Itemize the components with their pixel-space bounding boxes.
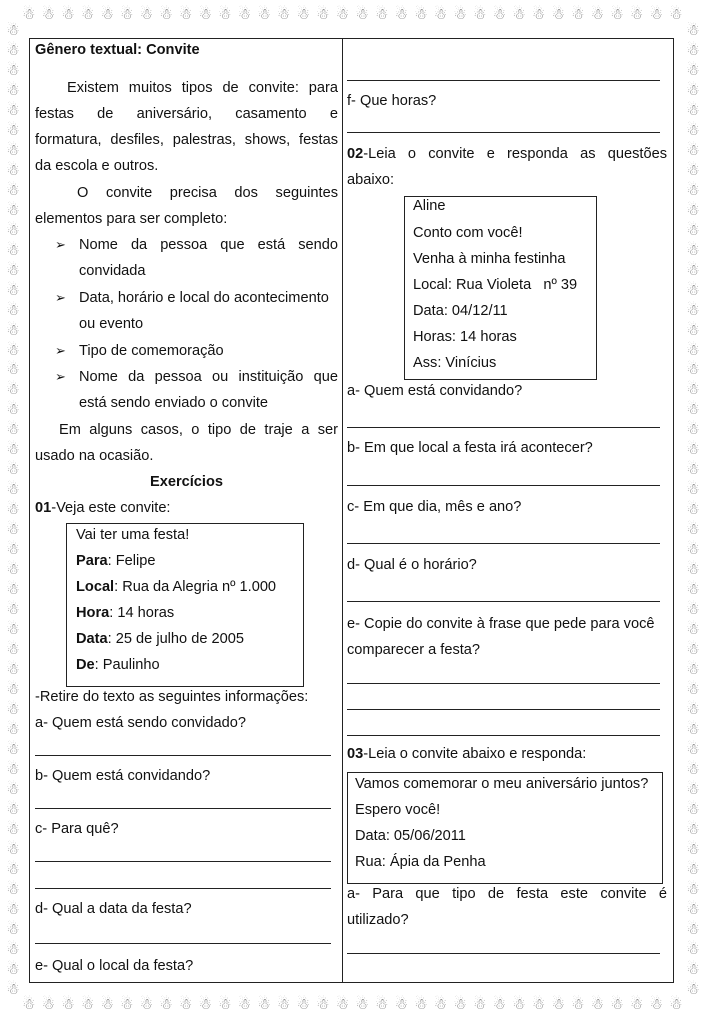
answer-line[interactable] <box>347 543 660 544</box>
snowman-border-icon: ☃ <box>512 995 526 1013</box>
snowman-border-icon: ☃ <box>178 995 193 1013</box>
snowman-border-icon: ☃ <box>61 5 75 23</box>
snowman-border-icon: ☃ <box>6 200 20 219</box>
snowman-border-icon: ☃ <box>41 995 56 1013</box>
right-border <box>684 22 702 997</box>
answer-line[interactable] <box>347 953 660 954</box>
intro-line-4: da escola e outros. <box>35 158 159 174</box>
snowman-border-icon: ☃ <box>6 899 20 918</box>
invite1-value: : Felipe <box>107 553 156 569</box>
invite1-headline: Vai ter uma festa! <box>76 527 190 543</box>
snowman-border-icon: ☃ <box>257 5 271 23</box>
snowman-border-icon: ☃ <box>296 5 310 23</box>
invite1-value: : Paulinho <box>94 657 160 673</box>
intro-line-1: Existem muitos tipos de convite: para <box>67 80 338 96</box>
bullet-1-line-2: convidada <box>79 263 146 279</box>
snowman-border-icon: ☃ <box>6 420 20 439</box>
snowman-border-icon: ☃ <box>686 620 700 639</box>
snowman-border-icon: ☃ <box>686 879 700 898</box>
snowman-border-icon: ☃ <box>237 995 252 1013</box>
answer-line[interactable] <box>347 80 660 81</box>
snowman-border-icon: ☃ <box>41 5 56 23</box>
snowman-border-icon: ☃ <box>433 5 448 23</box>
snowman-border-icon: ☃ <box>686 779 700 798</box>
snowman-border-icon: ☃ <box>6 580 20 599</box>
snowman-border-icon: ☃ <box>686 220 700 239</box>
snowman-border-icon: ☃ <box>80 995 95 1013</box>
snowman-border-icon: ☃ <box>6 480 20 499</box>
question-02-line-1 <box>347 141 667 167</box>
snowman-border-icon: ☃ <box>6 240 20 259</box>
snowman-border-icon: ☃ <box>571 5 585 23</box>
question-01 <box>35 495 171 521</box>
snowman-border-icon: ☃ <box>6 839 20 858</box>
arrow-bullet-icon: ➢ <box>55 343 66 358</box>
invite2-line: Venha à minha festinha <box>413 251 566 267</box>
snowman-border-icon: ☃ <box>649 5 663 23</box>
traje-line-2: usado na ocasião. <box>35 448 154 464</box>
snowman-border-icon: ☃ <box>6 160 20 179</box>
snowman-border-icon: ☃ <box>686 300 700 319</box>
snowman-border-icon: ☃ <box>686 580 700 599</box>
snowman-border-icon: ☃ <box>610 5 624 23</box>
snowman-border-icon: ☃ <box>610 995 624 1013</box>
snowman-border-icon: ☃ <box>198 995 212 1013</box>
snowman-border-icon: ☃ <box>296 995 310 1013</box>
snowman-border-icon: ☃ <box>6 520 20 539</box>
snowman-border-icon: ☃ <box>6 560 20 579</box>
snowman-border-icon: ☃ <box>100 5 114 23</box>
snowman-border-icon: ☃ <box>80 5 95 23</box>
question-2a: a- Quem está convidando? <box>347 383 523 399</box>
invite1-value: : 14 horas <box>109 605 175 621</box>
invite3-line: Rua: Ápia da Penha <box>355 854 486 870</box>
snowman-border-icon: ☃ <box>531 995 546 1013</box>
snowman-border-icon: ☃ <box>433 995 448 1013</box>
snowman-border-icon: ☃ <box>686 80 700 99</box>
snowman-border-icon: ☃ <box>6 360 20 379</box>
snowman-border-icon: ☃ <box>686 560 700 579</box>
snowman-border-icon: ☃ <box>6 120 20 139</box>
question-01-text: -Veja este convite: <box>51 500 171 516</box>
snowman-border-icon: ☃ <box>178 5 193 23</box>
snowman-border-icon: ☃ <box>6 719 20 738</box>
snowman-border-icon: ☃ <box>686 320 700 339</box>
snowman-border-icon: ☃ <box>6 660 20 678</box>
question-1c: c- Para quê? <box>35 821 119 837</box>
snowman-border-icon: ☃ <box>6 640 20 659</box>
question-3a-line-1: a- Para que tipo de festa este convite é <box>347 886 667 902</box>
invite2-line: Conto com você! <box>413 225 523 241</box>
invite1-row-de <box>76 652 160 678</box>
snowman-border-icon: ☃ <box>590 995 605 1013</box>
intro-line-2: festas de aniversário, casamento e <box>35 106 338 122</box>
snowman-border-icon: ☃ <box>686 739 700 758</box>
snowman-border-icon: ☃ <box>686 939 700 958</box>
left-border <box>4 22 22 997</box>
snowman-border-icon: ☃ <box>686 799 700 818</box>
snowman-border-icon: ☃ <box>686 819 700 838</box>
snowman-border-icon: ☃ <box>649 995 663 1013</box>
snowman-border-icon: ☃ <box>6 340 20 359</box>
snowman-border-icon: ☃ <box>686 640 700 659</box>
snowman-border-icon: ☃ <box>686 22 700 39</box>
snowman-border-icon: ☃ <box>120 995 134 1013</box>
bottom-border <box>22 995 683 1013</box>
bullet-1-line-1: Nome da pessoa que está sendo <box>79 237 338 253</box>
snowman-border-icon: ☃ <box>686 260 700 279</box>
question-02-number: 02 <box>347 146 364 162</box>
snowman-border-icon: ☃ <box>6 460 20 479</box>
snowman-border-icon: ☃ <box>551 995 565 1013</box>
snowman-border-icon: ☃ <box>6 919 20 938</box>
snowman-border-icon: ☃ <box>6 280 20 299</box>
snowman-border-icon: ☃ <box>453 5 467 23</box>
answer-line[interactable] <box>347 709 660 710</box>
snowman-border-icon: ☃ <box>686 699 700 718</box>
snowman-border-icon: ☃ <box>6 80 20 99</box>
snowman-border-icon: ☃ <box>394 5 409 23</box>
snowman-border-icon: ☃ <box>686 340 700 359</box>
snowman-border-icon: ☃ <box>686 679 700 698</box>
snowman-border-icon: ☃ <box>686 919 700 938</box>
snowman-border-icon: ☃ <box>159 5 173 23</box>
snowman-border-icon: ☃ <box>6 220 20 239</box>
snowman-border-icon: ☃ <box>669 995 683 1013</box>
snowman-border-icon: ☃ <box>6 979 20 997</box>
invite3-line: Data: 05/06/2011 <box>355 828 466 844</box>
snowman-border-icon: ☃ <box>22 5 36 23</box>
snowman-border-icon: ☃ <box>335 995 350 1013</box>
snowman-border-icon: ☃ <box>100 995 114 1013</box>
snowman-border-icon: ☃ <box>139 5 154 23</box>
question-02-text: -Leia o convite e responda as questões <box>363 146 667 162</box>
snowman-border-icon: ☃ <box>6 380 20 399</box>
question-1a: a- Quem está sendo convidado? <box>35 715 246 731</box>
invite1-row-hora <box>76 600 174 626</box>
snowman-border-icon: ☃ <box>531 5 546 23</box>
snowman-border-icon: ☃ <box>374 995 389 1013</box>
snowman-border-icon: ☃ <box>6 400 20 419</box>
retire-instruction: -Retire do texto as seguintes informações: <box>35 689 309 705</box>
snowman-border-icon: ☃ <box>473 5 487 23</box>
invite2-line: Aline <box>413 198 446 214</box>
snowman-border-icon: ☃ <box>686 160 700 179</box>
snowman-border-icon: ☃ <box>276 995 291 1013</box>
snowman-border-icon: ☃ <box>6 819 20 838</box>
snowman-border-icon: ☃ <box>492 995 507 1013</box>
snowman-border-icon: ☃ <box>512 5 526 23</box>
snowman-border-icon: ☃ <box>374 5 389 23</box>
snowman-border-icon: ☃ <box>686 140 700 159</box>
snowman-border-icon: ☃ <box>6 140 20 159</box>
snowman-border-icon: ☃ <box>453 995 467 1013</box>
snowman-border-icon: ☃ <box>669 5 683 23</box>
snowman-border-icon: ☃ <box>61 995 75 1013</box>
question-02-line-2: abaixo: <box>347 172 395 188</box>
bullet-4-line-2: está sendo enviado o convite <box>79 395 269 411</box>
answer-line[interactable] <box>35 861 331 862</box>
invite2-line: Data: 04/12/11 <box>413 303 508 319</box>
answer-line[interactable] <box>35 808 331 809</box>
invite1-value: : 25 de julho de 2005 <box>107 631 244 647</box>
invite3-line: Vamos comemorar o meu aniversário juntos? <box>355 776 649 792</box>
question-3a-line-2: utilizado? <box>347 912 409 928</box>
question-03-number: 03 <box>347 746 364 762</box>
intro-line-3: formatura, desfiles, palestras, shows, festas <box>35 132 338 148</box>
snowman-border-icon: ☃ <box>686 100 700 119</box>
bullet-4-line-1: Nome da pessoa ou instituição que <box>79 369 338 385</box>
snowman-border-icon: ☃ <box>551 5 565 23</box>
bullet-2-line-1: Data, horário e local do acontecimento <box>79 290 329 306</box>
arrow-bullet-icon: ➢ <box>55 290 66 305</box>
question-01-number: 01 <box>35 500 52 516</box>
invite1-label: Para <box>76 553 108 569</box>
invite2-line: Local: Rua Violeta nº 39 <box>413 277 578 293</box>
snowman-border-icon: ☃ <box>686 120 700 139</box>
invite1-label: Data <box>76 631 108 647</box>
answer-line[interactable] <box>35 943 331 944</box>
snowman-border-icon: ☃ <box>686 440 700 459</box>
answer-line[interactable] <box>347 683 660 684</box>
snowman-border-icon: ☃ <box>6 180 20 199</box>
snowman-border-icon: ☃ <box>492 5 507 23</box>
snowman-border-icon: ☃ <box>686 180 700 199</box>
snowman-border-icon: ☃ <box>22 995 36 1013</box>
snowman-border-icon: ☃ <box>6 959 20 978</box>
top-border <box>22 5 683 23</box>
snowman-border-icon: ☃ <box>686 380 700 399</box>
traje-line-1: Em alguns casos, o tipo de traje a ser <box>59 422 338 438</box>
snowman-border-icon: ☃ <box>6 799 20 818</box>
exercicios-heading: Exercícios <box>149 474 224 490</box>
invite2-line: Horas: 14 horas <box>413 329 517 345</box>
snowman-border-icon: ☃ <box>6 100 20 119</box>
snowman-border-icon: ☃ <box>257 995 271 1013</box>
snowman-border-icon: ☃ <box>276 5 291 23</box>
snowman-border-icon: ☃ <box>590 5 605 23</box>
snowman-border-icon: ☃ <box>6 600 20 619</box>
snowman-border-icon: ☃ <box>6 320 20 339</box>
invite1-label: Local <box>76 579 115 595</box>
snowman-border-icon: ☃ <box>686 400 700 419</box>
snowman-border-icon: ☃ <box>198 5 212 23</box>
snowman-border-icon: ☃ <box>414 995 428 1013</box>
page-title: Gênero textual: Convite <box>35 42 200 58</box>
question-1b: b- Quem está convidando? <box>35 768 211 784</box>
snowman-border-icon: ☃ <box>686 360 700 379</box>
question-2e-line-1: e- Copie do convite à frase que pede para você <box>347 616 655 632</box>
snowman-border-icon: ☃ <box>355 5 369 23</box>
answer-line[interactable] <box>347 601 660 602</box>
question-03-text: -Leia o convite abaixo e responda: <box>363 746 587 762</box>
snowman-border-icon: ☃ <box>6 939 20 958</box>
answer-line[interactable] <box>347 735 660 736</box>
snowman-border-icon: ☃ <box>6 779 20 798</box>
snowman-border-icon: ☃ <box>686 959 700 978</box>
snowman-border-icon: ☃ <box>686 240 700 259</box>
snowman-border-icon: ☃ <box>473 995 487 1013</box>
snowman-border-icon: ☃ <box>218 5 232 23</box>
answer-line[interactable] <box>35 888 331 889</box>
snowman-border-icon: ☃ <box>6 440 20 459</box>
snowman-border-icon: ☃ <box>686 759 700 778</box>
snowman-border-icon: ☃ <box>159 995 173 1013</box>
snowman-border-icon: ☃ <box>218 995 232 1013</box>
elements-intro-2: elementos para ser completo: <box>35 211 228 227</box>
question-2b: b- Em que local a festa irá acontecer? <box>347 440 593 456</box>
invite1-label: Hora <box>76 605 110 621</box>
invite3-line: Espero você! <box>355 802 441 818</box>
answer-line[interactable] <box>347 132 660 133</box>
arrow-bullet-icon: ➢ <box>55 369 66 384</box>
invite1-row-local <box>76 574 276 600</box>
snowman-border-icon: ☃ <box>686 280 700 299</box>
invite1-row-data <box>76 626 244 652</box>
question-2c: c- Em que dia, mês e ano? <box>347 499 522 515</box>
snowman-border-icon: ☃ <box>686 979 700 997</box>
snowman-border-icon: ☃ <box>6 60 20 79</box>
snowman-border-icon: ☃ <box>6 540 20 559</box>
snowman-border-icon: ☃ <box>686 719 700 738</box>
snowman-border-icon: ☃ <box>6 879 20 898</box>
question-2e-line-2: comparecer a festa? <box>347 642 481 658</box>
snowman-border-icon: ☃ <box>686 540 700 559</box>
snowman-border-icon: ☃ <box>316 5 330 23</box>
snowman-border-icon: ☃ <box>686 520 700 539</box>
snowman-border-icon: ☃ <box>686 460 700 479</box>
question-1e: e- Qual o local da festa? <box>35 958 194 974</box>
snowman-border-icon: ☃ <box>120 5 134 23</box>
snowman-border-icon: ☃ <box>394 995 409 1013</box>
snowman-border-icon: ☃ <box>335 5 350 23</box>
question-2d: d- Qual é o horário? <box>347 557 477 573</box>
elements-intro-1: O convite precisa dos seguintes <box>77 185 338 201</box>
snowman-border-icon: ☃ <box>6 40 20 59</box>
snowman-border-icon: ☃ <box>355 995 369 1013</box>
snowman-border-icon: ☃ <box>571 995 585 1013</box>
snowman-border-icon: ☃ <box>686 40 700 59</box>
snowman-border-icon: ☃ <box>6 759 20 778</box>
invite2-line: Ass: Vinícius <box>413 355 497 371</box>
snowman-border-icon: ☃ <box>686 839 700 858</box>
snowman-border-icon: ☃ <box>6 679 20 698</box>
snowman-border-icon: ☃ <box>686 899 700 918</box>
snowman-border-icon: ☃ <box>237 5 252 23</box>
snowman-border-icon: ☃ <box>629 995 644 1013</box>
arrow-bullet-icon: ➢ <box>55 237 66 252</box>
snowman-border-icon: ☃ <box>686 600 700 619</box>
snowman-border-icon: ☃ <box>6 500 20 519</box>
question-03 <box>347 741 586 767</box>
snowman-border-icon: ☃ <box>6 260 20 279</box>
snowman-border-icon: ☃ <box>686 660 700 678</box>
snowman-border-icon: ☃ <box>6 699 20 718</box>
snowman-border-icon: ☃ <box>6 300 20 319</box>
bullet-2-line-2: ou evento <box>79 316 144 332</box>
answer-line[interactable] <box>347 485 660 486</box>
invite1-value: : Rua da Alegria nº 1.000 <box>114 579 277 595</box>
snowman-border-icon: ☃ <box>6 859 20 878</box>
snowman-border-icon: ☃ <box>686 859 700 878</box>
question-1d: d- Qual a data da festa? <box>35 901 192 917</box>
invite1-row-para <box>76 548 156 574</box>
snowman-border-icon: ☃ <box>139 995 154 1013</box>
snowman-border-icon: ☃ <box>6 739 20 758</box>
question-1f: f- Que horas? <box>347 93 437 109</box>
snowman-border-icon: ☃ <box>629 5 644 23</box>
snowman-border-icon: ☃ <box>6 620 20 639</box>
answer-line[interactable] <box>35 755 331 756</box>
answer-line[interactable] <box>347 427 660 428</box>
snowman-border-icon: ☃ <box>686 60 700 79</box>
snowman-border-icon: ☃ <box>686 200 700 219</box>
snowman-border-icon: ☃ <box>6 22 20 39</box>
snowman-border-icon: ☃ <box>316 995 330 1013</box>
bullet-3-line-1: Tipo de comemoração <box>79 343 224 359</box>
snowman-border-icon: ☃ <box>686 500 700 519</box>
snowman-border-icon: ☃ <box>414 5 428 23</box>
column-divider <box>342 38 343 983</box>
snowman-border-icon: ☃ <box>686 480 700 499</box>
snowman-border-icon: ☃ <box>686 420 700 439</box>
invite1-label: De <box>76 657 95 673</box>
